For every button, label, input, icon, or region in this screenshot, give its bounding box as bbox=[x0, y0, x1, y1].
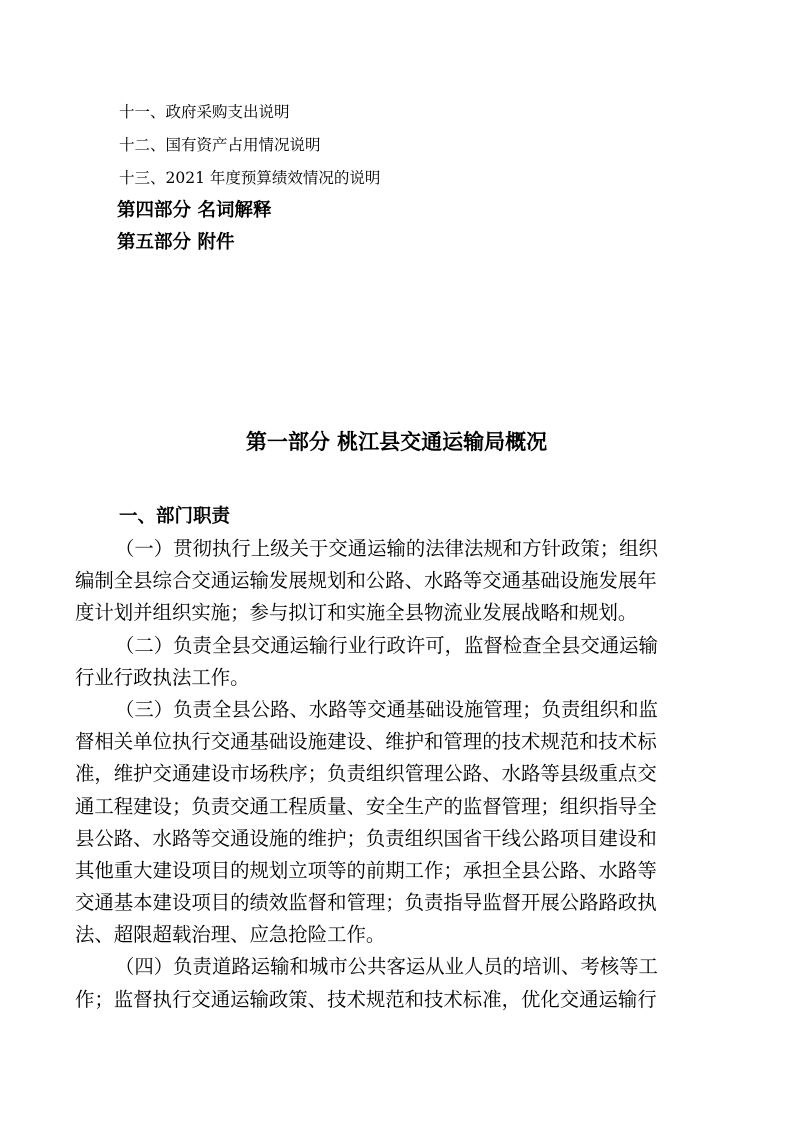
toc-item: 十二、国有资产占用情况说明 bbox=[119, 136, 321, 154]
paragraph-line: 行业行政执法工作。 bbox=[75, 665, 250, 689]
toc-item: 十三、2021 年度预算绩效情况的说明 bbox=[119, 169, 381, 187]
paragraph-line: （三）负责全县公路、水路等交通基础设施管理；负责组织和监 bbox=[115, 697, 658, 721]
paragraph-line: 法、超限超载治理、应急抢险工作。 bbox=[75, 923, 386, 947]
paragraph-line: 编制全县综合交通运输发展规划和公路、水路等交通基础设施发展年 bbox=[75, 569, 657, 593]
paragraph-line: （一）贯彻执行上级关于交通运输的法律法规和方针政策；组织 bbox=[115, 537, 658, 560]
paragraph-line: 其他重大建设项目的规划立项等的前期工作；承担全县公路、水路等 bbox=[75, 858, 657, 882]
body-text bbox=[75, 533, 720, 1016]
paragraph-line: 县公路、水路等交通设施的维护；负责组织国省干线公路项目建设和 bbox=[75, 826, 657, 850]
paragraph-line: 交通基本建设项目的绩效监督和管理；负责指导监督开展公路路政执 bbox=[75, 891, 657, 915]
paragraph-line: 准，维护交通建设市场秩序；负责组织管理公路、水路等县级重点交 bbox=[75, 762, 657, 786]
section-title: 一、部门职责 bbox=[119, 506, 231, 527]
toc-item: 十一、政府采购支出说明 bbox=[119, 103, 290, 121]
paragraph-line: 度计划并组织实施；参与拟订和实施全县物流业发展战略和规划。 bbox=[75, 601, 638, 625]
toc-part-heading: 第五部分 附件 bbox=[117, 232, 235, 253]
part-title: 第一部分 桃江县交通运输局概况 bbox=[245, 430, 548, 454]
paragraph-line: （四）负责道路运输和城市公共客运从业人员的培训、考核等工 bbox=[115, 955, 658, 979]
paragraph-line: 作；监督执行交通运输政策、技术规范和技术标准，优化交通运输行 bbox=[75, 987, 657, 1011]
toc-part-heading: 第四部分 名词解释 bbox=[117, 200, 272, 221]
paragraph-line: 督相关单位执行交通基础设施建设、维护和管理的技术规范和技术标 bbox=[75, 730, 657, 754]
paragraph-line: （二）负责全县交通运输行业行政许可，监督检查全县交通运输 bbox=[115, 633, 658, 657]
paragraph-line: 通工程建设；负责交通工程质量、安全生产的监督管理；组织指导全 bbox=[75, 794, 657, 818]
